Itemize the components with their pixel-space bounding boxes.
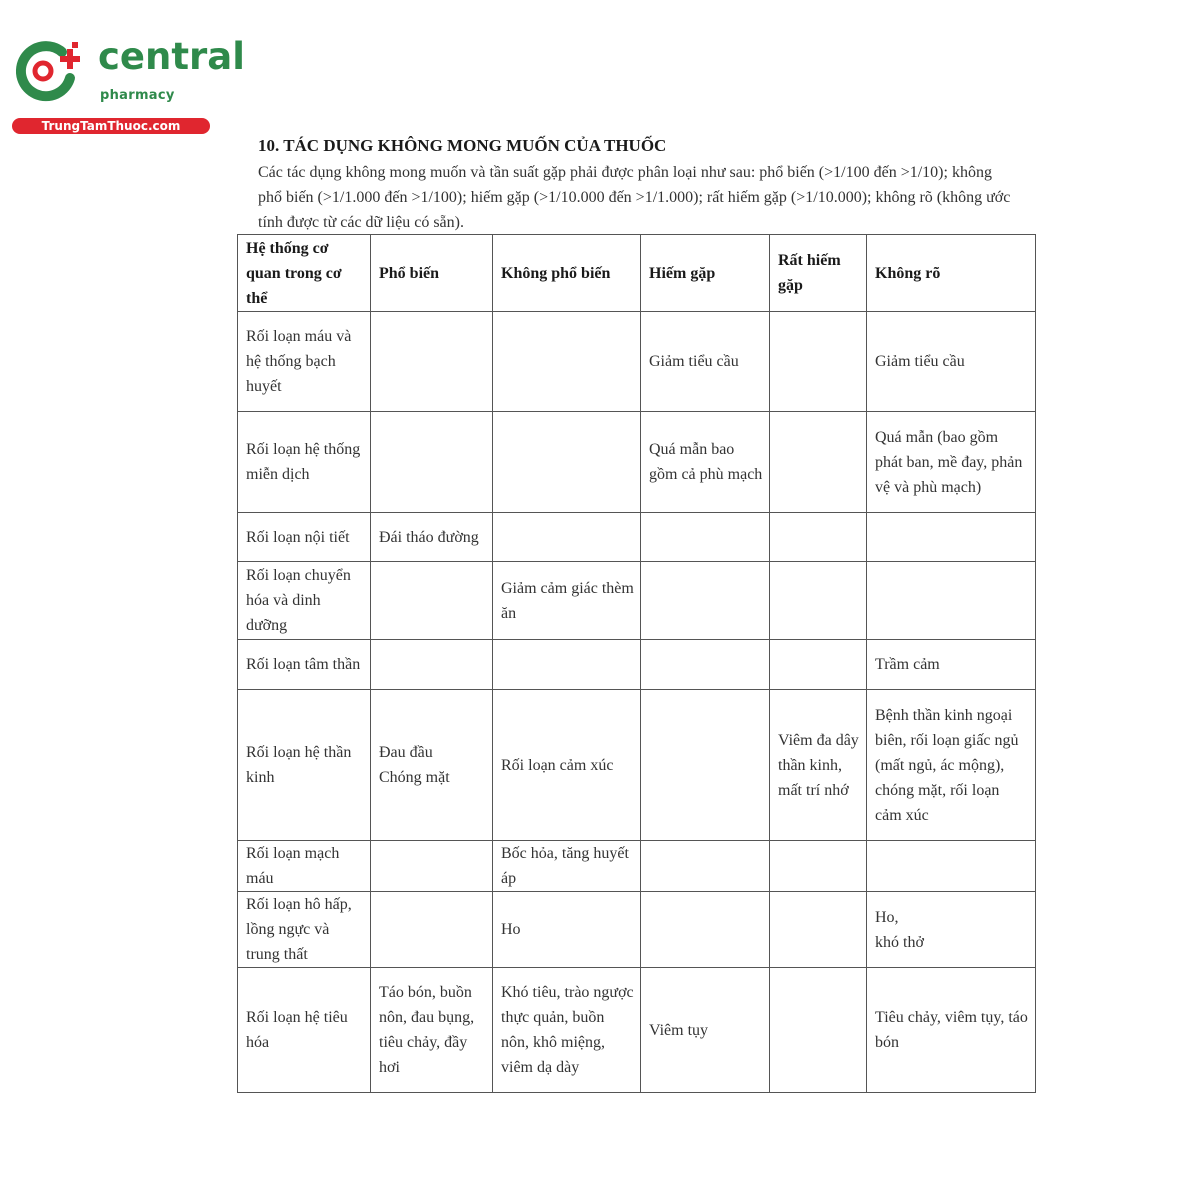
table-cell [371,562,493,640]
section-intro: Các tác dụng không mong muốn và tần suất gặp phải được phân loại như sau: phổ biến (>1/100 đến >1/10); không phổ biến (>1/1.000 đến >1/100); hiếm gặp (>1/10.000 đến >1/1.000); rất hiếm gặp (>1/10.000); không rõ (không ước tính được từ các dữ liệu có sẵn). [258,164,1011,231]
table-cell [641,841,770,892]
system-cell: Rối loạn hô hấp, lồng ngực và trung thất [238,892,371,968]
table-cell: Đau đầu Chóng mặt [371,690,493,841]
table-cell [867,562,1036,640]
table-cell [867,841,1036,892]
system-cell: Rối loạn tâm thần [238,640,371,690]
table-header-row [238,235,1036,312]
table-cell [641,562,770,640]
brand-logo [10,35,245,136]
table-cell: Quá mẫn (bao gồm phát ban, mề đay, phản vệ và phù mạch) [867,412,1036,513]
table-cell: Viêm đa dây thần kinh, mất trí nhớ [770,690,867,841]
table-cell: Khó tiêu, trào ngược thực quản, buồn nôn, khô miệng, viêm dạ dày [493,968,641,1093]
table-cell [371,841,493,892]
table-cell [371,412,493,513]
header-cell: Không rõ [867,235,1036,312]
header-cell: Hệ thống cơ quan trong cơ thể [238,235,371,312]
table-cell: Ho, khó thở [867,892,1036,968]
table-cell: Giảm tiểu cầu [641,312,770,412]
table-cell: Tiêu chảy, viêm tụy, táo bón [867,968,1036,1093]
table-row [238,412,1036,513]
system-cell: Rối loạn nội tiết [238,513,371,562]
table-cell [770,412,867,513]
pharmacy-cross-icon [10,38,90,104]
table-cell: Quá mẫn bao gồm cả phù mạch [641,412,770,513]
table-row [238,640,1036,690]
table-cell [371,892,493,968]
header-cell: Hiếm gặp [641,235,770,312]
table-cell: Bệnh thần kinh ngoại biên, rối loạn giấc ngủ (mất ngủ, ác mộng), chóng mặt, rối loạn cảm xúc [867,690,1036,841]
table-cell: Bốc hỏa, tăng huyết áp [493,841,641,892]
table-cell: Giảm tiểu cầu [867,312,1036,412]
table-cell [770,562,867,640]
table-row [238,892,1036,968]
table-cell [770,968,867,1093]
system-cell: Rối loạn chuyển hóa và dinh dưỡng [238,562,371,640]
system-cell: Rối loạn hệ thống miễn dịch [238,412,371,513]
system-cell: Rối loạn mạch máu [238,841,371,892]
table-cell [867,513,1036,562]
section-heading: 10. TÁC DỤNG KHÔNG MONG MUỐN CỦA THUỐC [258,136,667,155]
brand-subtitle: pharmacy [100,88,175,103]
table-cell [770,513,867,562]
table-cell: Ho [493,892,641,968]
table-cell [770,841,867,892]
system-cell: Rối loạn hệ thần kinh [238,690,371,841]
table-row [238,968,1036,1093]
brand-name: central [98,35,245,78]
table-cell: Trầm cảm [867,640,1036,690]
table-cell [770,892,867,968]
header-cell: Rất hiếm gặp [770,235,867,312]
table-row [238,690,1036,841]
table-row [238,841,1036,892]
adverse-effects-table [237,234,1036,1093]
table-cell [493,312,641,412]
brand-domain[interactable]: TrungTamThuoc.com [12,118,210,134]
table-cell [770,312,867,412]
table-row [238,562,1036,640]
table-cell: Đái tháo đường [371,513,493,562]
table-cell [641,513,770,562]
table-row [238,312,1036,412]
table-row [238,513,1036,562]
header-cell: Phổ biến [371,235,493,312]
table-cell: Táo bón, buồn nôn, đau bụng, tiêu chảy, đầy hơi [371,968,493,1093]
table-cell [493,412,641,513]
table-cell [493,640,641,690]
table-cell [641,892,770,968]
header-cell: Không phổ biến [493,235,641,312]
table-cell: Rối loạn cảm xúc [493,690,641,841]
table-cell: Giảm cảm giác thèm ăn [493,562,641,640]
table-cell [371,640,493,690]
table-cell [493,513,641,562]
system-cell: Rối loạn máu và hệ thống bạch huyết [238,312,371,412]
table-cell [641,690,770,841]
document-section [240,136,1040,235]
table-cell [371,312,493,412]
system-cell: Rối loạn hệ tiêu hóa [238,968,371,1093]
table-cell: Viêm tụy [641,968,770,1093]
table-cell [770,640,867,690]
table-cell [641,640,770,690]
